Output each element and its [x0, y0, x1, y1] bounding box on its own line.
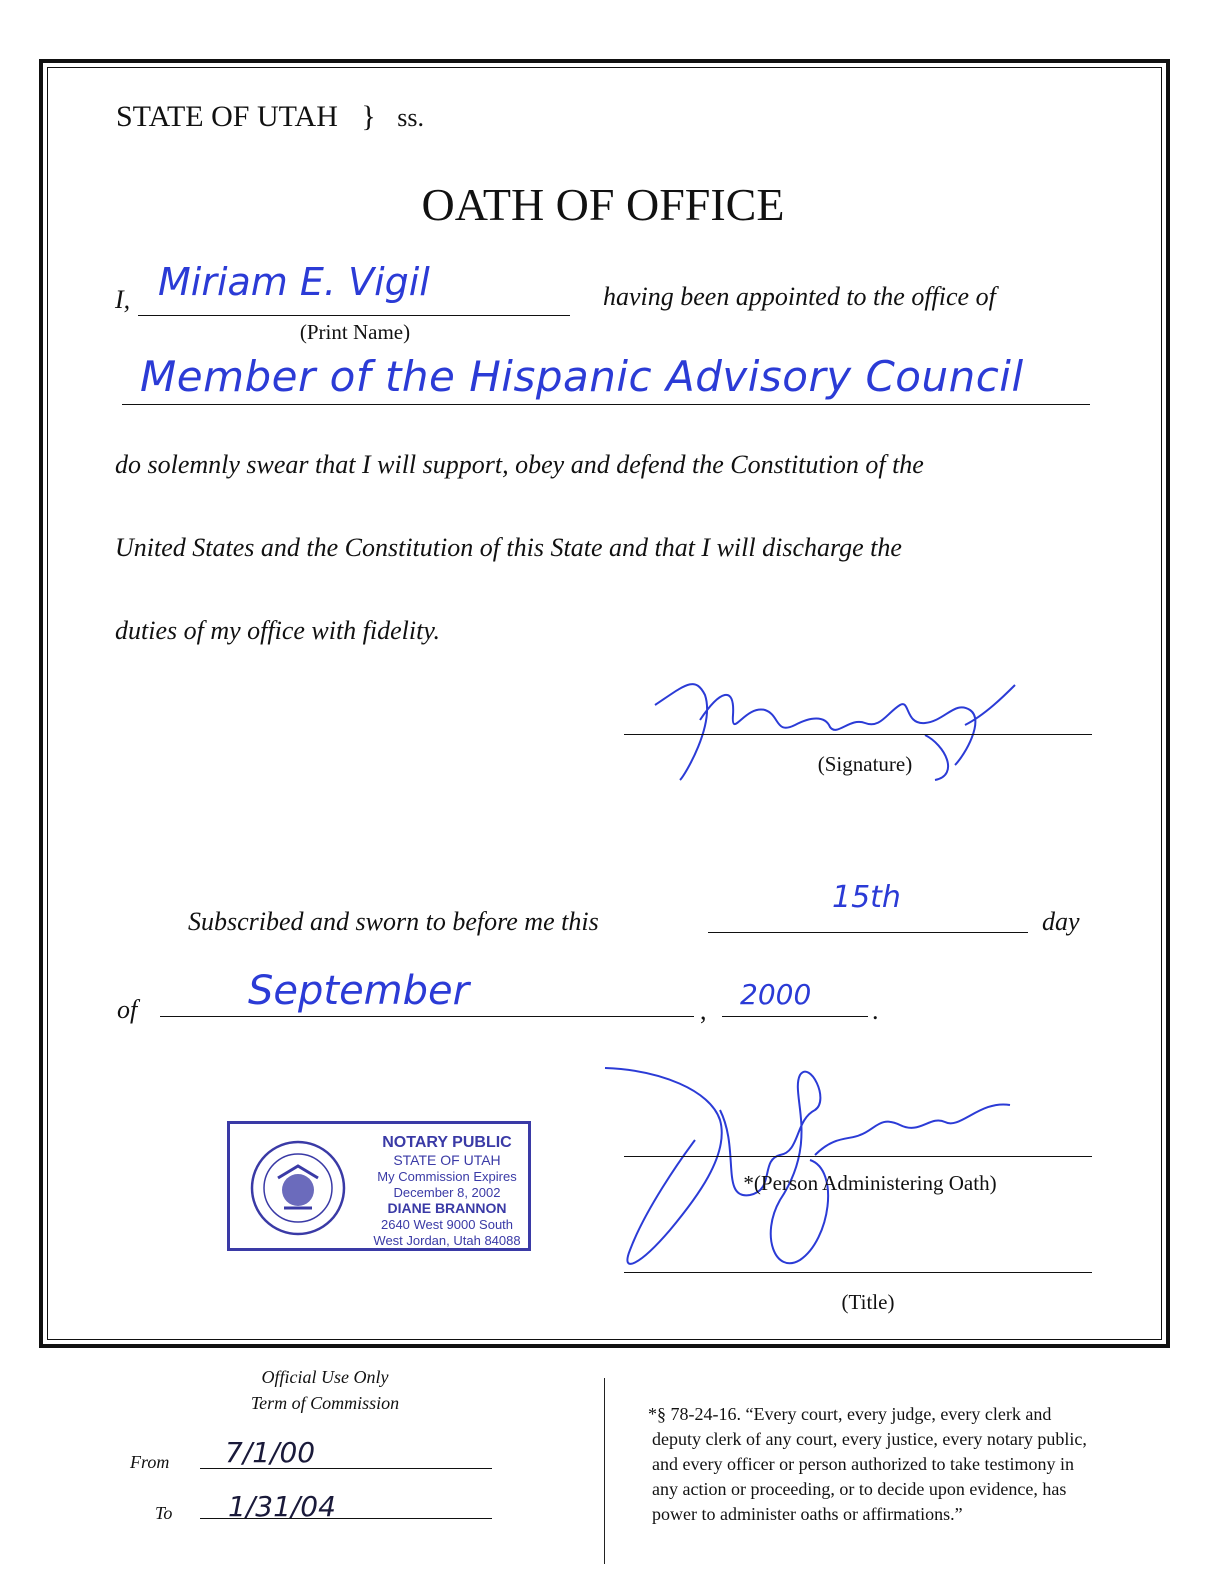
appointed-text: having been appointed to the office of	[603, 282, 996, 311]
official-use-label: Official Use Only	[261, 1367, 389, 1387]
date-period: .	[872, 996, 879, 1025]
from-line	[200, 1468, 492, 1469]
stamp-line: 2640 West 9000 South	[380, 1217, 514, 1232]
day-line	[708, 932, 1028, 933]
stamp-line: STATE OF UTAH	[393, 1152, 501, 1168]
state-heading	[116, 100, 424, 134]
month-line	[160, 1016, 694, 1017]
statute-line: *§ 78-24-16. “Every court, every judge, every clerk and	[648, 1404, 1052, 1424]
handwritten-to-date: 1/31/04	[228, 1490, 336, 1523]
handwritten-day: 15th	[832, 880, 901, 915]
statute-line: and every officer or person authorized to take testimony in	[652, 1454, 1075, 1474]
notary-stamp	[227, 1121, 531, 1251]
of-label: of	[117, 995, 138, 1024]
handwritten-month: September	[248, 968, 470, 1014]
office-line	[122, 404, 1090, 405]
to-line	[200, 1518, 492, 1519]
day-label: day	[1042, 907, 1080, 936]
handwritten-name: Miriam E. Vigil	[158, 260, 430, 304]
statute-line: any action or proceeding, or to decide upon evidence, has	[652, 1479, 1067, 1499]
title-label: (Title)	[841, 1290, 895, 1314]
to-label: To	[155, 1503, 173, 1523]
name-line	[138, 315, 570, 316]
oath-prefix: I,	[115, 285, 131, 314]
ss-abbrev: ss.	[397, 103, 425, 132]
title-line	[624, 1272, 1092, 1273]
administrator-line	[624, 1156, 1092, 1157]
print-name-label: (Print Name)	[299, 320, 411, 344]
state-name: STATE OF UTAH	[116, 100, 338, 133]
term-label: Term of Commission	[250, 1393, 400, 1413]
administrator-label: *(Person Administering Oath)	[743, 1171, 997, 1195]
statute-line: deputy clerk of any court, every justice, every notary public,	[652, 1429, 1087, 1449]
sworn-text: Subscribed and sworn to before me this	[188, 907, 599, 936]
handwritten-from-date: 7/1/00	[225, 1436, 316, 1469]
signature-line	[624, 734, 1092, 735]
stamp-line-name: DIANE BRANNON	[387, 1200, 507, 1216]
oath-body-line: United States and the Constitution of this State and that I will discharge the	[115, 533, 902, 562]
statute-line: power to administer oaths or affirmations.”	[652, 1504, 963, 1524]
footer-divider	[604, 1378, 605, 1564]
brace: }	[361, 100, 376, 133]
handwritten-year: 2000	[740, 978, 812, 1011]
from-label: From	[130, 1452, 170, 1472]
oath-body-line: do solemnly swear that I will support, obey and defend the Constitution of the	[115, 450, 924, 479]
administrator-signature	[600, 1060, 1030, 1280]
stamp-line: My Commission Expires	[377, 1169, 517, 1184]
document-title: OATH OF OFFICE	[421, 179, 785, 230]
date-comma: ,	[700, 996, 707, 1025]
stamp-line: December 8, 2002	[393, 1185, 501, 1200]
oath-body-line: duties of my office with fidelity.	[115, 616, 440, 645]
signature-label: (Signature)	[817, 752, 913, 776]
stamp-line-title: NOTARY PUBLIC	[382, 1134, 512, 1151]
year-line	[722, 1016, 868, 1017]
handwritten-office: Member of the Hispanic Advisory Council	[140, 352, 1024, 401]
stamp-line: West Jordan, Utah 84088	[373, 1233, 521, 1248]
state-seal-icon	[248, 1138, 348, 1238]
